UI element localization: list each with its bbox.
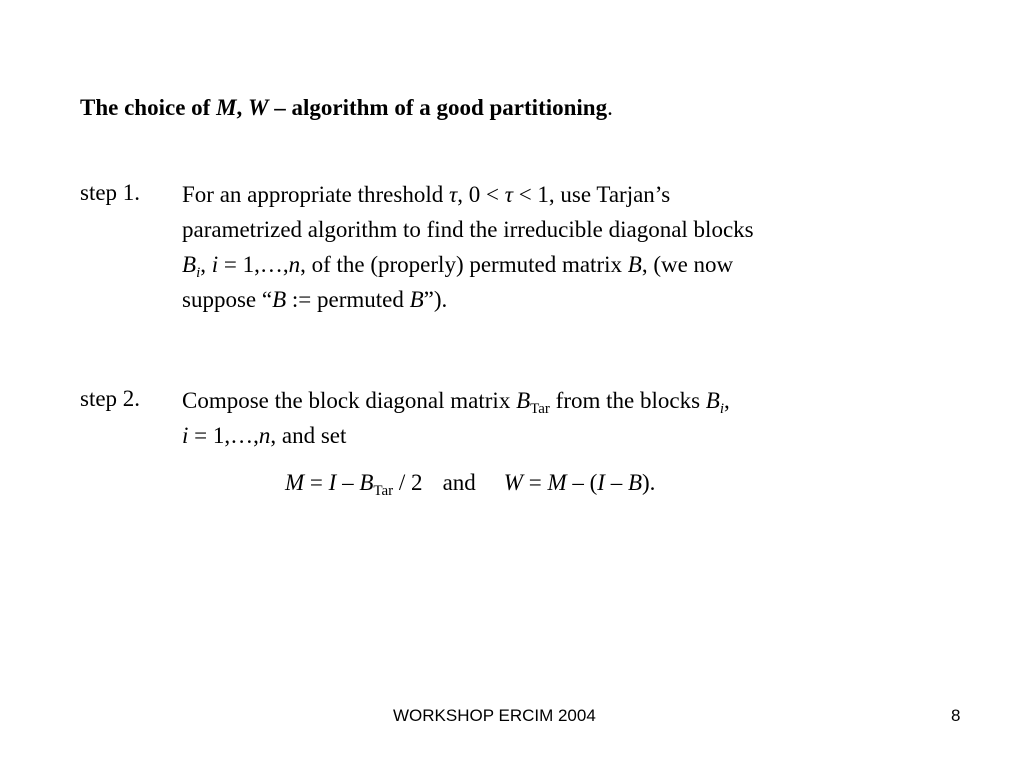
formula-div: / 2 <box>393 470 423 495</box>
step1-var-n: n <box>288 252 301 277</box>
step1-tau-1: τ <box>448 182 458 207</box>
step2-line2-eq: = 1,…, <box>188 423 259 448</box>
step2-var-b: B <box>516 388 531 413</box>
title-var-w: W <box>248 95 269 120</box>
step1-sub-i: i <box>196 265 201 281</box>
formula-var-w: W <box>503 470 523 495</box>
step1-line4-var-b-2: B <box>409 287 424 312</box>
step1-line-4 <box>182 282 754 317</box>
step1-var-b: B <box>182 252 197 277</box>
page-number: 8 <box>951 706 961 725</box>
step2-sub-i: i <box>719 401 725 417</box>
step2-line-1 <box>182 383 730 418</box>
step1-line3-mid: , of the (properly) permuted matrix <box>300 252 628 277</box>
title-text-rest: – algorithm of a good partitioning <box>268 95 608 120</box>
formula-eq-1: = <box>304 470 329 495</box>
formula-minus-3: – <box>604 470 628 495</box>
title-period: . <box>607 95 613 120</box>
step1-line4-text-a: suppose “ <box>182 287 273 312</box>
formula <box>285 470 656 499</box>
title-comma: , <box>236 95 249 120</box>
step1-text <box>182 177 754 317</box>
step1-line-2: parametrized algorithm to find the irreducible diagonal blocks <box>182 217 754 242</box>
step2-var-n: n <box>258 423 271 448</box>
step1-label: step 1. <box>80 180 141 205</box>
step2-var-i: i <box>182 423 189 448</box>
step1-line-1 <box>182 177 754 212</box>
step1-line3-eq: = 1,…, <box>218 252 289 277</box>
step2-line1-text-a: Compose the block diagonal matrix <box>182 388 517 413</box>
formula-var-m: M <box>285 470 305 495</box>
step1-var-b-2: B <box>627 252 642 277</box>
footer-title: WORKSHOP ERCIM 2004 <box>393 706 596 725</box>
formula-sub-tar: Tar <box>373 483 394 499</box>
step2-text <box>182 383 730 453</box>
step1-line4-end: ”). <box>423 287 448 312</box>
formula-eq-2: = <box>522 470 548 495</box>
step2-line-2 <box>182 418 730 453</box>
formula-var-b: B <box>359 470 374 495</box>
step2-line1-mid: from the blocks <box>549 388 706 413</box>
step1-line1-text-b: , 0 < <box>457 182 505 207</box>
title-var-m: M <box>216 95 237 120</box>
formula-var-i: I <box>328 470 337 495</box>
step1-line1-text-c: < 1, use Tarjan’s <box>512 182 671 207</box>
step1-line3-end: , (we now <box>641 252 734 277</box>
title-text-lead: The choice of <box>80 95 217 120</box>
step1-tau-2: τ <box>504 182 513 207</box>
formula-var-i-2: I <box>597 470 605 495</box>
step2-line2-end: , and set <box>270 423 347 448</box>
formula-minus-2: – ( <box>566 470 598 495</box>
step2-line1-end: , <box>724 388 730 413</box>
formula-and: and <box>442 470 476 495</box>
step1-line1-text-a: For an appropriate threshold <box>182 182 449 207</box>
step2-label: step 2. <box>80 386 141 411</box>
step1-line-3 <box>182 247 754 282</box>
step1-line3-comma: , <box>200 252 212 277</box>
step1-line4-var-b: B <box>272 287 287 312</box>
step1-line4-mid: := permuted <box>286 287 410 312</box>
step2-var-b-2: B <box>705 388 720 413</box>
slide-title <box>80 95 613 121</box>
formula-minus-1: – <box>336 470 360 495</box>
step2-sub-tar: Tar <box>530 401 550 417</box>
formula-close: ). <box>642 470 656 495</box>
step1-var-i: i <box>211 252 219 277</box>
formula-var-b-2: B <box>627 470 643 495</box>
formula-var-m-2: M <box>547 470 567 495</box>
